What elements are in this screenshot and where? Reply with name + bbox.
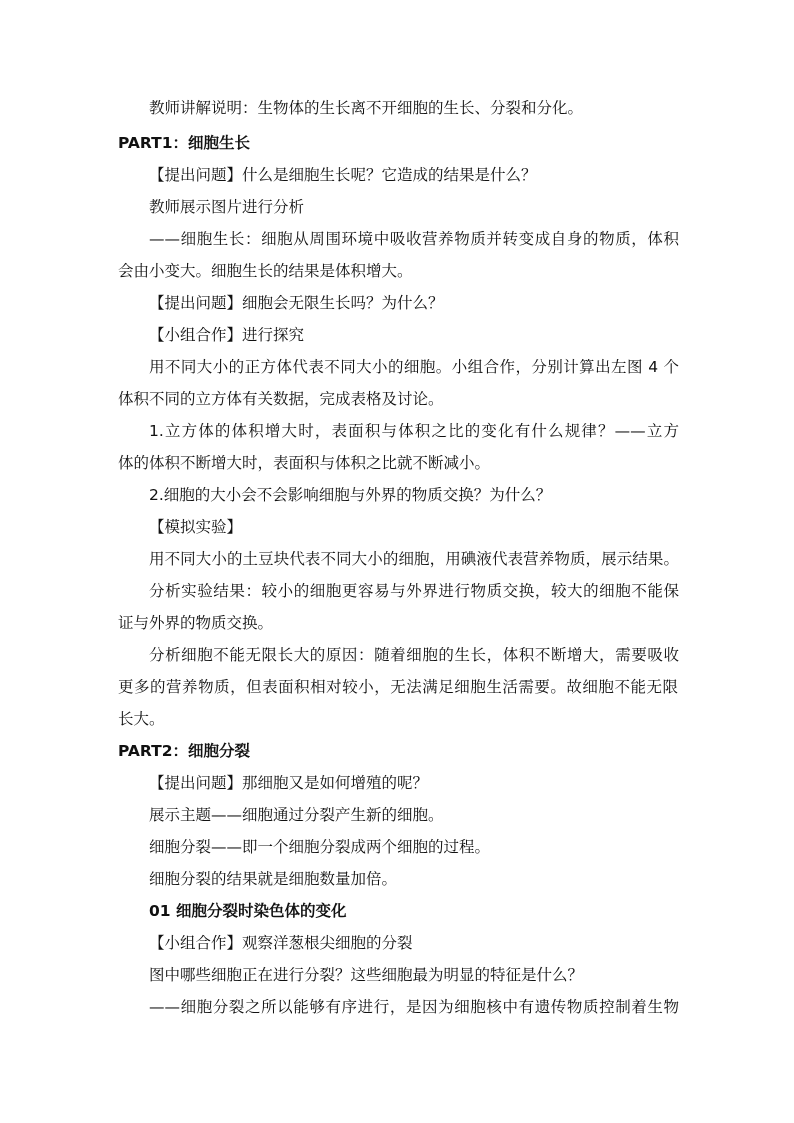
paragraph-line: 【模拟实验】 xyxy=(149,518,243,536)
paragraph-line: 【小组合作】观察洋葱根尖细胞的分裂 xyxy=(149,934,413,952)
paragraph-intro: 教师讲解说明：生物体的生长离不开细胞的生长、分裂和分化。 xyxy=(149,99,584,117)
paragraph-line: 体积不同的立方体有关数据，完成表格及讨论。 xyxy=(118,390,444,408)
question-line: 【提出问题】什么是细胞生长呢？它造成的结果是什么？ xyxy=(149,166,537,184)
paragraph-line: 分析实验结果：较小的细胞更容易与外界进行物质交换，较大的细胞不能保 xyxy=(149,582,679,600)
paragraph-line: 教师展示图片进行分析 xyxy=(149,198,305,216)
subsection-heading: 01 细胞分裂时染色体的变化 xyxy=(149,902,347,920)
paragraph-line: 用不同大小的土豆块代表不同大小的细胞，用碘液代表营养物质，展示结果。 xyxy=(149,550,679,568)
paragraph-line: 会由小变大。细胞生长的结果是体积增大。 xyxy=(118,262,413,280)
paragraph-line: 2.细胞的大小会不会影响细胞与外界的物质交换？为什么？ xyxy=(149,486,552,504)
paragraph-line: 长大。 xyxy=(118,710,165,728)
paragraph-line: 展示主题——细胞通过分裂产生新的细胞。 xyxy=(149,806,444,824)
paragraph-line: 细胞分裂的结果就是细胞数量加倍。 xyxy=(149,870,398,888)
section-heading-part2: PART2：细胞分裂 xyxy=(118,742,251,760)
paragraph-line: 更多的营养物质，但表面积相对较小，无法满足细胞生活需要。故细胞不能无限 xyxy=(118,678,678,696)
paragraph-line: 用不同大小的正方体代表不同大小的细胞。小组合作，分别计算出左图 4 个 xyxy=(149,358,679,376)
paragraph-line: 证与外界的物质交换。 xyxy=(118,614,274,632)
paragraph-line: 体的体积不断增大时，表面积与体积之比就不断减小。 xyxy=(118,454,491,472)
paragraph-line: 【小组合作】进行探究 xyxy=(149,326,305,344)
paragraph-line: ——细胞生长：细胞从周围环境中吸收营养物质并转变成自身的物质，体积 xyxy=(149,230,679,248)
paragraph-line: 图中哪些细胞正在进行分裂？这些细胞最为明显的特征是什么？ xyxy=(149,966,584,984)
section-heading-part1: PART1：细胞生长 xyxy=(118,134,251,152)
paragraph-line: 细胞分裂——即一个细胞分裂成两个细胞的过程。 xyxy=(149,838,491,856)
paragraph-line: 1.立方体的体积增大时，表面积与体积之比的变化有什么规律？——立方 xyxy=(149,422,679,440)
question-line: 【提出问题】那细胞又是如何增殖的呢？ xyxy=(149,774,429,792)
paragraph-line: ——细胞分裂之所以能够有序进行，是因为细胞核中有遗传物质控制着生物 xyxy=(149,998,679,1016)
paragraph-line: 分析细胞不能无限长大的原因：随着细胞的生长，体积不断增大，需要吸收 xyxy=(149,646,679,664)
question-line: 【提出问题】细胞会无限生长吗？为什么？ xyxy=(149,294,444,312)
